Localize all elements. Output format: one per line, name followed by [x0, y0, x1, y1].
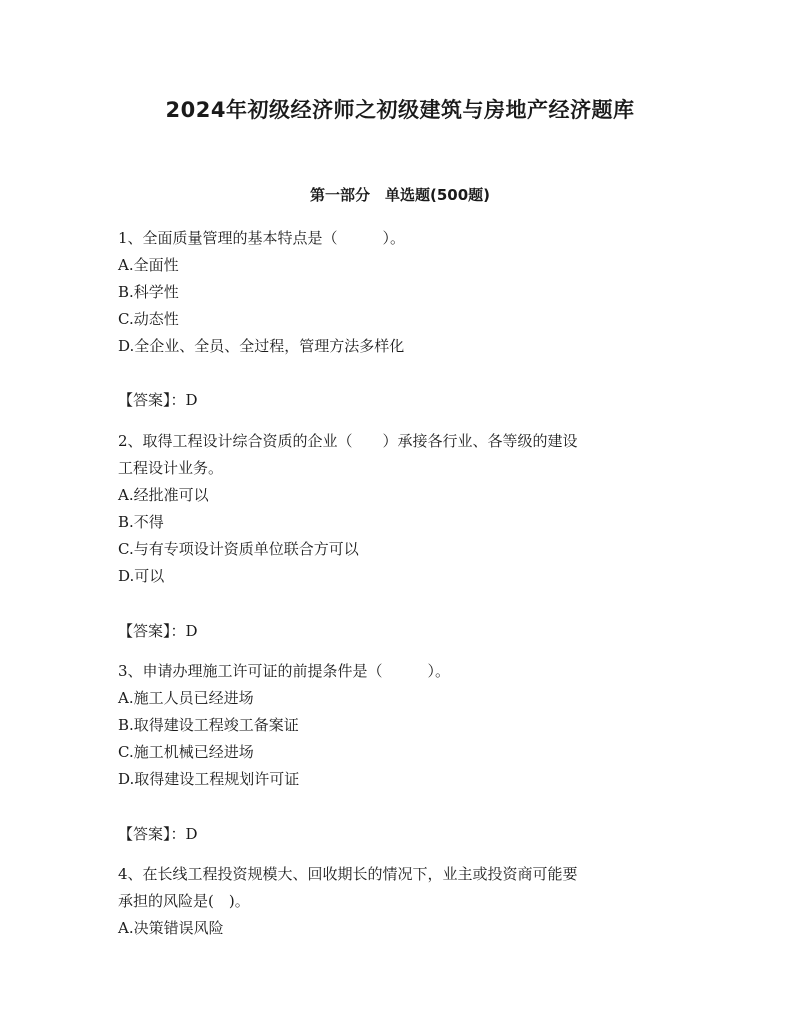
question-2-option-c: C.与有专项设计资质单位联合方可以: [118, 540, 359, 558]
question-1-option-c: C.动态性: [118, 310, 179, 328]
question-4-stem-line-1: 4、在长线工程投资规模大、回收期长的情况下，业主或投资商可能要: [118, 865, 578, 883]
section-title: 第一部分 单选题(500题): [309, 186, 491, 204]
question-1-option-d: D.全企业、全员、全过程，管理方法多样化: [118, 337, 405, 355]
question-4-option-a: A.决策错误风险: [118, 919, 224, 937]
question-2-option-a: A.经批准可以: [118, 486, 209, 504]
question-2-stem-line-2: 工程设计业务。: [118, 459, 224, 477]
question-3-option-a: A.施工人员已经进场: [118, 689, 254, 707]
question-1-option-a: A.全面性: [118, 256, 179, 274]
question-2-stem-line-1: 2、取得工程设计综合资质的企业（ ）承接各行业、各等级的建设: [118, 432, 578, 450]
question-2-answer: 【答案】：D: [118, 622, 198, 640]
question-2-option-b: B.不得: [118, 513, 164, 531]
question-1-answer: 【答案】：D: [118, 391, 198, 409]
question-1-option-b: B.科学性: [118, 283, 179, 301]
question-1-stem: 1、全面质量管理的基本特点是（ ）。: [118, 229, 406, 247]
document-title: 2024年初级经济师之初级建筑与房地产经济题库: [165, 98, 635, 122]
question-3-option-c: C.施工机械已经进场: [118, 743, 254, 761]
question-2-option-d: D.可以: [118, 567, 165, 585]
question-4-stem-line-2: 承担的风险是( )。: [118, 892, 250, 910]
question-3-stem: 3、申请办理施工许可证的前提条件是（ ）。: [118, 662, 451, 680]
question-3-option-d: D.取得建设工程规划许可证: [118, 770, 300, 788]
question-3-option-b: B.取得建设工程竣工备案证: [118, 716, 299, 734]
question-3-answer: 【答案】：D: [118, 825, 198, 843]
